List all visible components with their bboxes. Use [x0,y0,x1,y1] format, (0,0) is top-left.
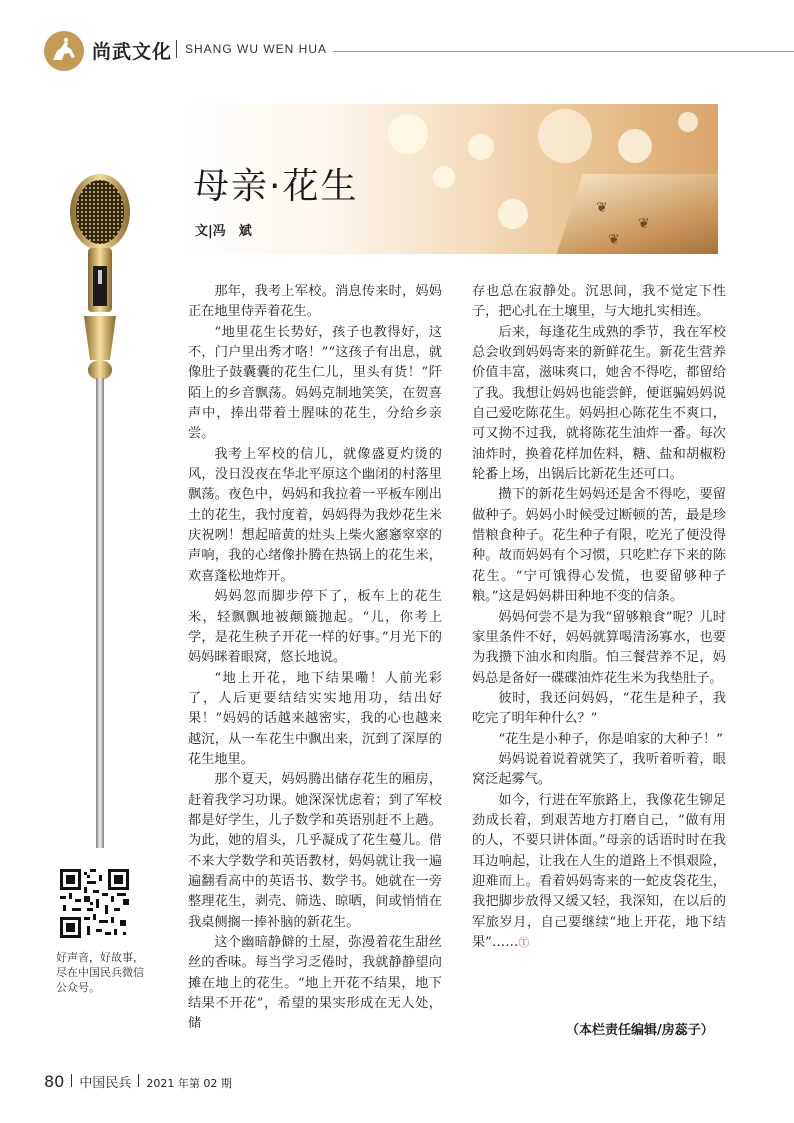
page-number: 80 [44,1072,65,1091]
paragraph-text: “花生是小种子，你是咱家的大种子！” [498,731,723,747]
footer-divider [138,1074,139,1087]
article-paragraph [472,282,726,323]
paragraph-text: 如今，行进在军旅路上，我像花生铆足劲成长着，到艰苦地方打磨自己，“做有用的人，不要只讲体面。”母亲的话语时时在我耳边响起，让我在人生的道路上不惧艰险，迎难而上。看着妈妈寄来的一蛇皮袋花生，我把脚步放得又缓又轻，我深知，在以后的军旅岁月，自己要继续“地上开花，地下结果”…… [472,792,726,950]
article-paragraph [188,669,442,771]
qr-caption: 好声音，好故事，尽在中国民兵微信公众号。 [56,951,144,994]
section-title-english: SHANG WU WEN HUA [185,42,327,56]
paragraph-text: 妈妈何尝不是为我“留够粮食”呢？儿时家里条件不好，妈妈就算喝清汤寡水，也要为我攒下油水和肉脂。怕三餐营养不足，妈妈总是备好一碟碟油炸花生米为我垫肚子。 [472,609,726,686]
article-paragraph [472,323,726,486]
paragraph-text: 存也总在寂静处。沉思间，我不觉定下性子，把心扎在土壤里，与大地扎实相连。 [472,284,726,320]
paragraph-text: “地里花生长势好，孩子也教得好，这不，门户里出秀才咯！”“这孩子有出息，就像肚子鼓囊囊的花生仁儿，里头有货！”阡陌上的乡音飘荡。妈妈克制地笑笑，在贺喜声中，捧出带着土腥味的花生，分给乡亲尝。 [188,324,442,442]
paragraph-text: “地上开花，地下结果嘞！人前光彩了，人后更要结结实实地用功，结出好果！”妈妈的话越来越密实，我的心也越来越沉，从一车花生中飘出来，沉到了深厚的花生地里。 [188,670,442,767]
article-paragraph [472,791,726,954]
editor-credit: （本栏责任编辑/房蕊子） [566,1023,714,1038]
header-rule [333,51,794,52]
article-paragraph [472,730,726,750]
butterfly-icon: ❦ [638,216,650,232]
article-paragraph [188,323,442,445]
paragraph-text: 那个夏天，妈妈腾出储存花生的厢房，赶着我学习功课。她深深忧虑着；到了军校都是好学生，儿子数学和英语别赶不上趟。为此，她的眉头，几乎凝成了花生蔓儿。借不来大学数学和英语教材，妈妈就让我一遍遍翻看高中的英语书、数学书。她就在一旁整理花生，剥壳、筛选、晾晒，间或悄悄在我桌侧搁一捧补脑的新花生。 [188,772,442,930]
microphone-illustration [60,170,140,850]
paragraph-text: 我考上军校的信儿，就像盛夏灼烫的风，没日没夜在华北平原这个幽闭的村落里飘荡。夜色中，妈妈和我拉着一平板车刚出土的花生，我忖度着，妈妈得为我炒花生米庆祝咧！想起暗黄的灶头上柴火窸窸窣窣的声响，我的心绪像扑腾在热锅上的花生米，欢喜蓬松地炸开。 [188,446,442,584]
paragraph-text: 后来，每逢花生成熟的季节，我在军校总会收到妈妈寄来的新鲜花生。新花生营养价值丰富，滋味爽口，她舍不得吃，都留给了我。我想让妈妈也能尝鲜，便诓骗妈妈说自己爱吃陈花生。妈妈担心陈花生不爽口，可又拗不过我，就将陈花生油炸一番。每次油炸时，换着花样加佐料，糖、盐和胡椒粉轮番上场，出锅后比新花生还可口。 [472,324,726,483]
issue-label: 2021 年第 02 期 [146,1077,232,1090]
article-paragraph [472,608,726,689]
article-paragraph [472,689,726,730]
horse-rider-icon [44,31,84,71]
paragraph-text: 这个幽暗静僻的土屋，弥漫着花生甜丝丝的香味。每当学习乏倦时，我就静静望向摊在地上的花生。“地上开花不结果，地下结果不开花”，希望的果实形成在无人处，储 [188,935,442,1032]
article-title: 母亲·花生 [193,166,359,207]
magazine-name: 中国民兵 [79,1076,132,1091]
article-paragraph [188,770,442,933]
open-book-image [553,174,718,254]
paragraph-text: 那年，我考上军校。消息传来时，妈妈正在地里侍弄着花生。 [188,284,442,320]
article-paragraph [188,282,442,323]
paragraph-text: 妈妈说着说着就笑了，我听着听着，眼窝泛起雾气。 [472,751,726,788]
article-paragraph [472,485,726,607]
paragraph-text: 彼时，我还问妈妈，“花生是种子，我吃完了明年种什么？” [472,690,726,727]
end-mark-icon: Ⓣ [518,936,530,949]
qr-code[interactable] [60,869,129,938]
paragraph-text: 攒下的新花生妈妈还是舍不得吃，要留做种子。妈妈小时候受过断顿的苦，最是珍惜粮食种子。花生种子有限，吃光了便没得种。故而妈妈有个习惯，只吃贮存下来的陈花生。“宁可饿得心发慌，也要留够种子粮。”这是妈妈耕田种地不变的信条。 [472,487,726,605]
byline: 文|冯 斌 [195,224,252,239]
footer-divider [71,1074,72,1087]
article-paragraph [188,445,442,587]
article-column-right [472,282,726,953]
paragraph-text: 妈妈忽而脚步停下了，板车上的花生米，轻飘飘地被颠簸抛起。“儿，你考上学，是花生秧子开花一样的好事。”月光下的妈妈眯着眼窝，悠长地说。 [188,589,442,666]
article-column-left [188,282,442,1035]
section-title: 尚武文化 [92,41,173,63]
article-paragraph [472,750,726,791]
header-divider [176,40,177,58]
article-paragraph [188,933,442,1035]
page-footer [44,1072,232,1091]
butterfly-icon: ❦ [608,232,620,248]
butterfly-icon: ❦ [596,200,608,216]
section-logo [44,31,84,71]
article-paragraph [188,587,442,668]
